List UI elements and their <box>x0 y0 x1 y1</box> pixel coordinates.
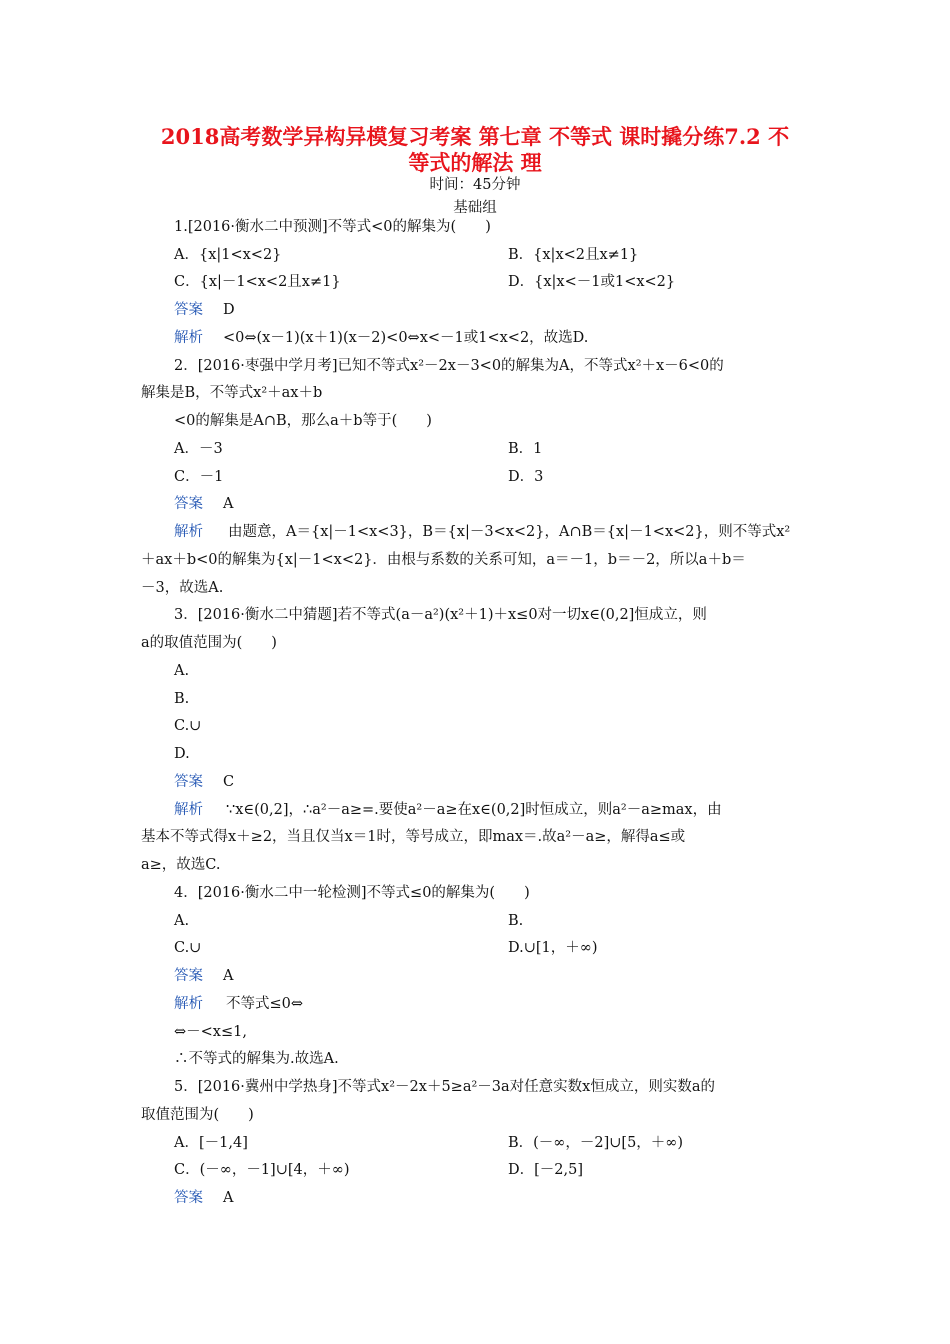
q4-stem: 4．[2016·衡水二中一轮检测]不等式≤0的解集为( ) <box>174 885 530 901</box>
q5-answer-value: A <box>223 1190 234 1206</box>
q2-stem-line-3: <0的解集是A∩B，那么a＋b等于( ) <box>174 413 432 429</box>
q1-answer-value: D <box>223 302 235 318</box>
q2-option-b: B．1 <box>508 441 543 457</box>
q4-answer-label: 答案 <box>174 968 203 984</box>
q5-stem-line-2: 取值范围为( ) <box>141 1107 254 1123</box>
q4-analysis-line-2: ⇔－<x≤1, <box>174 1024 247 1040</box>
q2-analysis-line-3: －3，故选A. <box>141 580 224 596</box>
q3-option-c: C.∪ <box>174 718 202 734</box>
q1-analysis-label: 解析 <box>174 330 203 346</box>
q4-option-c: C.∪ <box>174 940 202 956</box>
q4-option-b: B. <box>508 913 524 929</box>
q2-stem-line-1: 2．[2016·枣强中学月考]已知不等式x²－2x－3<0的解集为A，不等式x²＋x－6<0的 <box>174 358 724 374</box>
q2-answer-value: A <box>223 496 234 512</box>
q4-option-d: D.∪[1，＋∞) <box>508 940 598 956</box>
q3-analysis-line-1: ∵x∈(0,2]，∴a²－a≥=.要使a²－a≥在x∈(0,2]时恒成立，则a²－a≥max，由 <box>226 802 722 818</box>
q3-analysis-line-2: 基本不等式得x＋≥2，当且仅当x＝1时，等号成立，即max＝.故a²－a≥，解得a≤或 <box>141 829 686 845</box>
q2-analysis-line-1: 由题意，A＝{x|－1<x<3}，B＝{x|－3<x<2}，A∩B＝{x|－1<x<2}，则不等式x² <box>228 524 791 540</box>
q2-stem-line-2: 解集是B，不等式x²＋ax＋b <box>141 385 323 401</box>
q1-option-d: D．{x|x<－1或1<x<2} <box>508 274 676 290</box>
q3-analysis-label: 解析 <box>174 802 203 818</box>
q5-answer-label: 答案 <box>174 1190 203 1206</box>
q1-answer-label: 答案 <box>174 302 203 318</box>
q1-analysis-text: <0⇔(x－1)(x＋1)(x－2)<0⇔x<－1或1<x<2，故选D. <box>223 330 589 346</box>
q1-stem: 1.[2016·衡水二中预测]不等式<0的解集为( ) <box>174 219 491 235</box>
q4-analysis-label: 解析 <box>174 996 203 1012</box>
q3-option-d: D. <box>174 746 190 762</box>
q2-option-d: D．3 <box>508 469 544 485</box>
q2-option-a: A．－3 <box>174 441 223 457</box>
q3-option-a: A. <box>174 663 190 679</box>
q2-option-c: C．－1 <box>174 469 224 485</box>
q5-option-a: A．[－1,4] <box>174 1135 248 1151</box>
q4-answer-value: A <box>223 968 234 984</box>
q5-stem-line-1: 5．[2016·冀州中学热身]不等式x²－2x＋5≥a²－3a对任意实数x恒成立，则实数a的 <box>174 1079 715 1095</box>
q3-answer-label: 答案 <box>174 774 203 790</box>
q3-option-b: B. <box>174 691 190 707</box>
group-heading: 基础组 <box>453 200 497 216</box>
q1-option-a: A．{x|1<x<2} <box>174 247 282 263</box>
q5-option-b: B．(－∞，－2]∪[5，＋∞) <box>508 1135 684 1151</box>
time-limit: 时间：45分钟 <box>429 177 521 193</box>
q2-answer-label: 答案 <box>174 496 203 512</box>
q2-analysis-line-2: ＋ax＋b<0的解集为{x|－1<x<2}．由根与系数的关系可知，a＝－1，b＝－2，所以a＋b＝ <box>141 552 746 568</box>
q3-answer-value: C <box>223 774 235 790</box>
q1-option-c: C．{x|－1<x<2且x≠1} <box>174 274 341 290</box>
q4-analysis-line-3: ∴不等式的解集为.故选A. <box>174 1051 339 1067</box>
q4-option-a: A. <box>174 913 190 929</box>
document-title-line-2: 等式的解法 理 <box>408 150 542 175</box>
q3-stem-line-2: a的取值范围为( ) <box>141 635 277 651</box>
document-title-line-1: 2018高考数学异构异模复习考案 第七章 不等式 课时撬分练7.2 不 <box>160 124 790 149</box>
q5-option-d: D．[－2,5] <box>508 1162 583 1178</box>
q3-analysis-line-3: a≥，故选C. <box>141 857 221 873</box>
q3-stem-line-1: 3．[2016·衡水二中猜题]若不等式(a－a²)(x²＋1)＋x≤0对一切x∈(0,2]恒成立，则 <box>174 607 707 623</box>
q4-analysis-line-1: 不等式≤0⇔ <box>226 996 304 1012</box>
q5-option-c: C．(－∞，－1]∪[4，＋∞) <box>174 1162 350 1178</box>
q2-analysis-label: 解析 <box>174 524 203 540</box>
q1-option-b: B．{x|x<2且x≠1} <box>508 247 639 263</box>
